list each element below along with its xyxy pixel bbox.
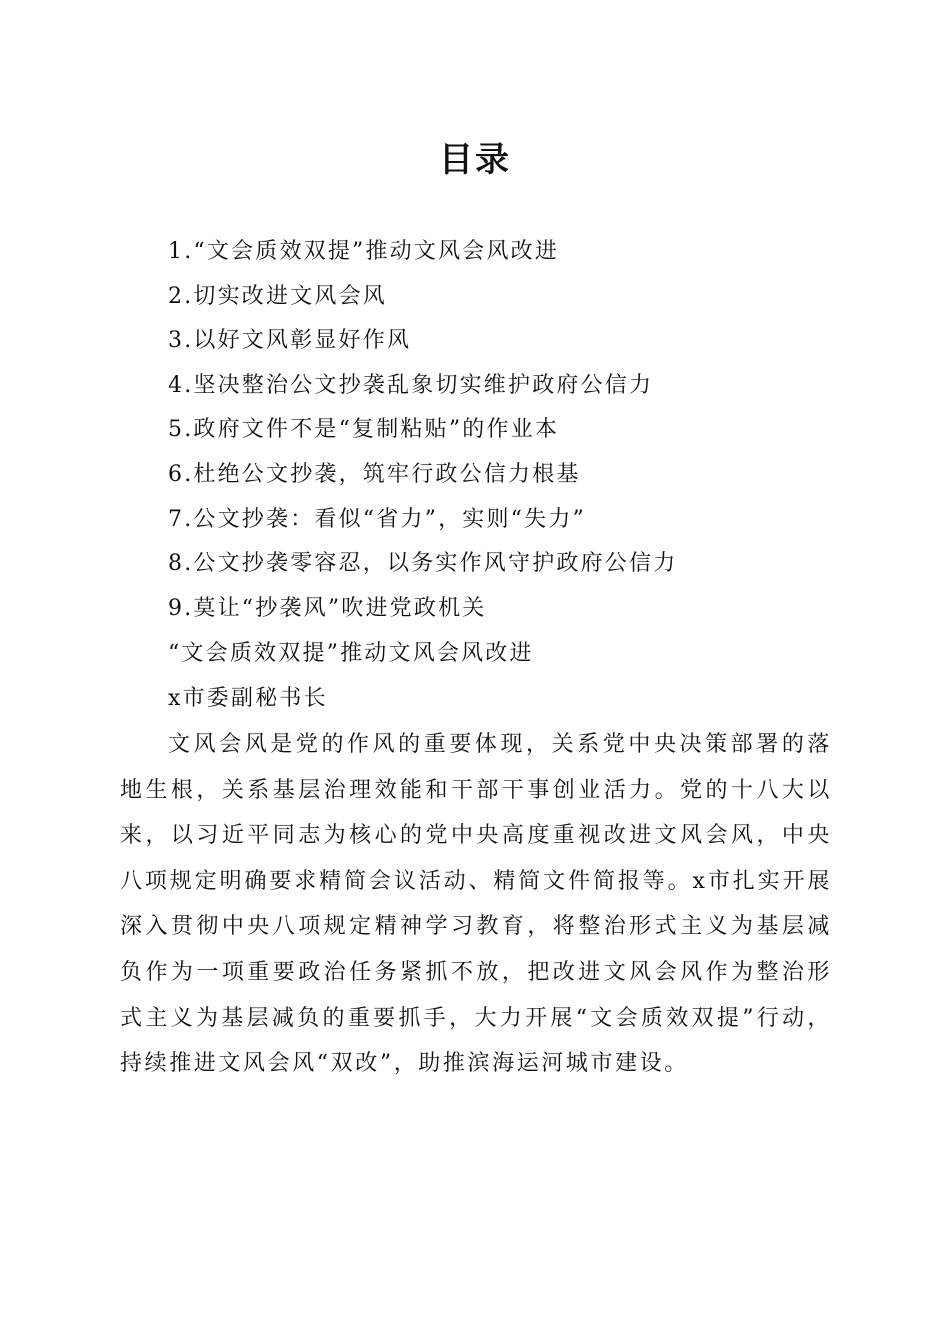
article-title: “文会质效双提”推动文风会风改进 — [168, 641, 534, 666]
toc-item: 3.以好文风彰显好作风 — [168, 328, 412, 354]
toc-item: 8.公文抄袭零容忍，以务实作风守护政府公信力 — [168, 551, 678, 577]
article-paragraph: 文风会风是党的作风的重要体现，关系党中央决策部署的落地生根，关系基层治理效能和干部干事创业活力。党的十八大以来，以习近平同志为核心的党中央高度重视改进文风会风，中央八项规定明确要求精简会议活动、精简文件简报等。x市扎实开展深入贯彻中央八项规定精神学习教育，将整治形式主义为基层减负作为一项重要政治任务紧抓不放，把改进文风会风作为整治形式主义为基层减负的重要抓手，大力开展“文会质效双提”行动，持续推进文风会风“双改”，助推滨海运河城市建设。 — [120, 732, 832, 1077]
toc-item: 6.杜绝公文抄袭，筑牢行政公信力根基 — [168, 461, 581, 487]
toc-item: 9.莫让“抄袭风”吹进党政机关 — [168, 595, 487, 621]
page-title: 目录 — [439, 140, 511, 180]
toc-item: 5.政府文件不是“复制粘贴”的作业本 — [168, 417, 560, 443]
toc-item: 4.坚决整治公文抄袭乱象切实维护政府公信力 — [168, 372, 654, 398]
toc-item: 7.公文抄袭：看似“省力”，实则“失力” — [168, 506, 586, 532]
toc-item: 2.切实改进文风会风 — [168, 283, 387, 309]
table-of-contents — [168, 230, 677, 631]
article-author: x市委副秘书长 — [168, 686, 328, 711]
toc-item: 1.“文会质效双提”推动文风会风改进 — [168, 239, 560, 264]
